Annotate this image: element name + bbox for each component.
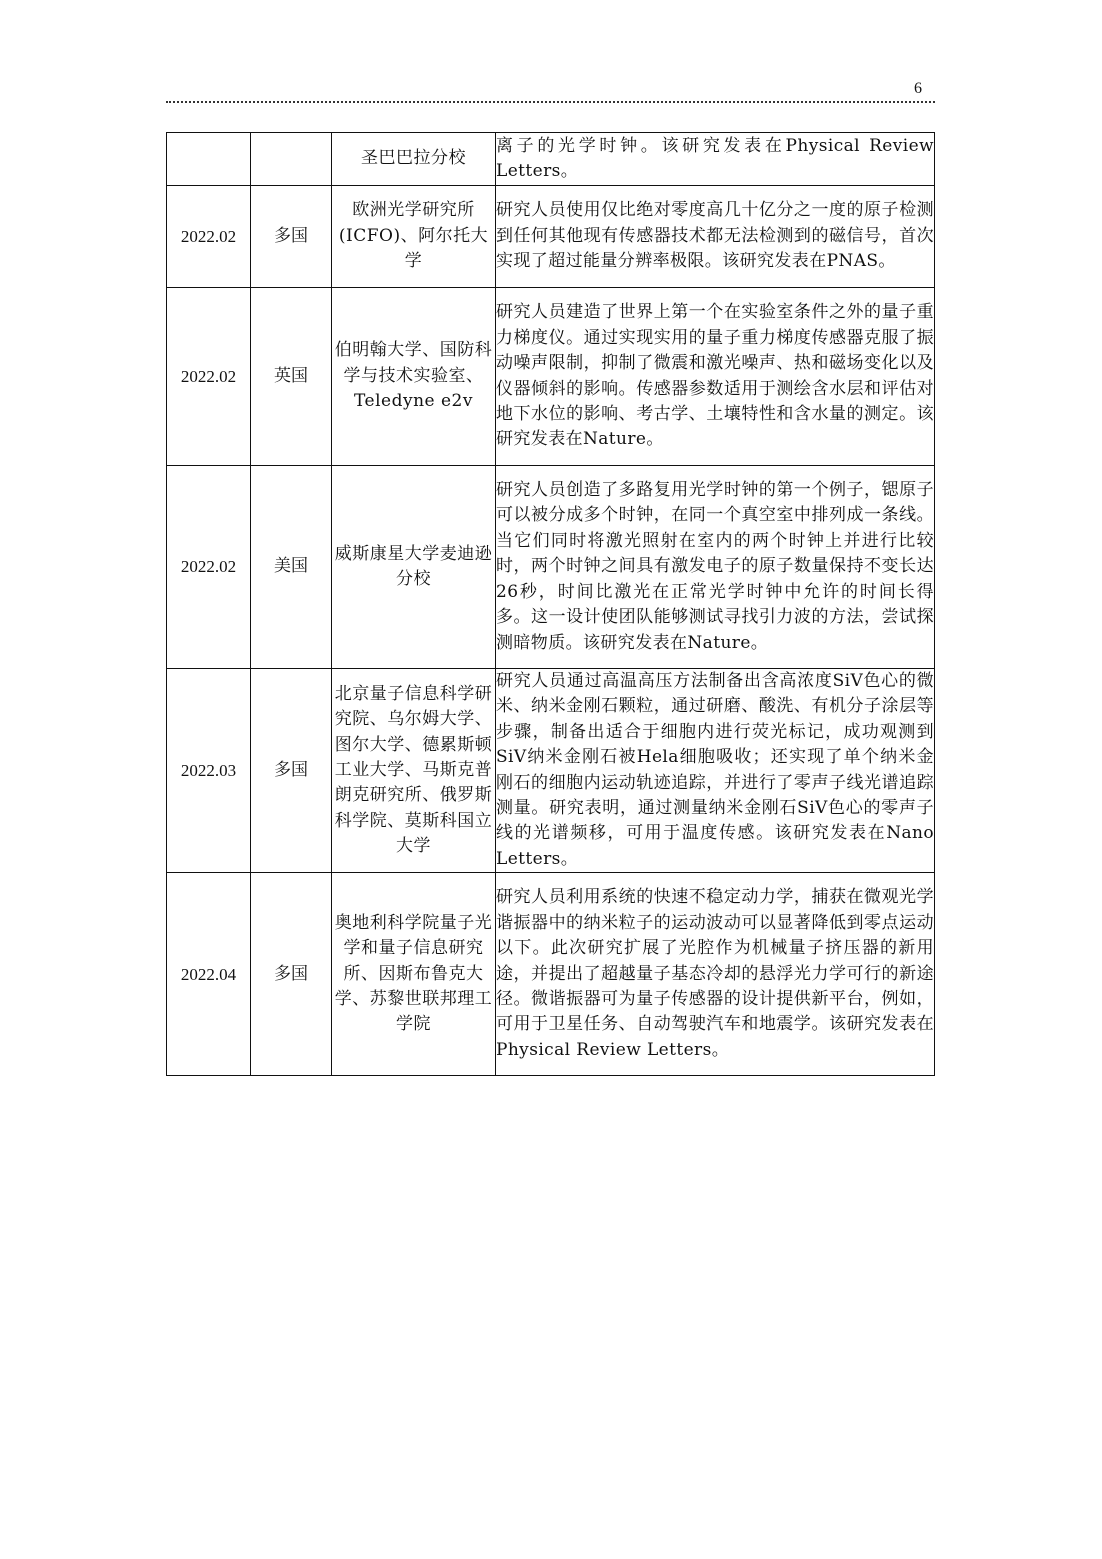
country-cell: 美国	[251, 466, 332, 669]
institution-cell: 北京量子信息科学研究院、乌尔姆大学、图尔大学、德累斯顿工业大学、马斯克普朗克研究所、俄罗斯科学院、莫斯科国立大学	[332, 669, 496, 873]
header-divider	[166, 101, 935, 103]
table-row	[167, 186, 935, 288]
table-row	[167, 133, 935, 186]
description-cell: 研究人员利用系统的快速不稳定动力学，捕获在微观光学谐振器中的纳米粒子的运动波动可以显著降低到零点运动以下。此次研究扩展了光腔作为机械量子挤压器的新用途，并提出了超越量子基态冷却的悬浮光力学可行的新途径。微谐振器可为量子传感器的设计提供新平台，例如，可用于卫星任务、自动驾驶汽车和地震学。该研究发表在Physical Review Letters。	[496, 873, 935, 1076]
date-cell	[167, 133, 251, 186]
description-cell: 研究人员使用仅比绝对零度高几十亿分之一度的原子检测到任何其他现有传感器技术都无法检测到的磁信号，首次实现了超过能量分辨率极限。该研究发表在PNAS。	[496, 186, 935, 288]
country-cell: 多国	[251, 186, 332, 288]
description-cell: 研究人员通过高温高压方法制备出含高浓度SiV色心的微米、纳米金刚石颗粒，通过研磨、酸洗、有机分子涂层等步骤，制备出适合于细胞内进行荧光标记，成功观测到SiV纳米金刚石被Hela细胞吸收；还实现了单个纳米金刚石的细胞内运动轨迹追踪，并进行了零声子线光谱追踪测量。研究表明，通过测量纳米金刚石SiV色心的零声子线的光谱频移，可用于温度传感。该研究发表在Nano Letters。	[496, 669, 935, 873]
institution-cell: 奥地利科学院量子光学和量子信息研究所、因斯布鲁克大学、苏黎世联邦理工学院	[332, 873, 496, 1076]
country-cell	[251, 133, 332, 186]
country-cell: 多国	[251, 873, 332, 1076]
institution-cell: 圣巴巴拉分校	[332, 133, 496, 186]
date-cell: 2022.04	[167, 873, 251, 1076]
table-row	[167, 466, 935, 669]
date-cell: 2022.02	[167, 466, 251, 669]
table-row	[167, 288, 935, 466]
description-cell: 研究人员建造了世界上第一个在实验室条件之外的量子重力梯度仪。通过实现实用的量子重力梯度传感器克服了振动噪声限制，抑制了微震和激光噪声、热和磁场变化以及仪器倾斜的影响。传感器参数适用于测绘含水层和评估对地下水位的影响、考古学、土壤特性和含水量的测定。该研究发表在Nature。	[496, 288, 935, 466]
institution-cell: 威斯康星大学麦迪逊分校	[332, 466, 496, 669]
page-number: 6	[914, 80, 922, 97]
date-cell: 2022.03	[167, 669, 251, 873]
research-table	[166, 132, 935, 1076]
date-cell: 2022.02	[167, 186, 251, 288]
table-row	[167, 873, 935, 1076]
country-cell: 多国	[251, 669, 332, 873]
institution-cell: 伯明翰大学、国防科学与技术实验室、Teledyne e2v	[332, 288, 496, 466]
table-row	[167, 669, 935, 873]
description-cell: 研究人员创造了多路复用光学时钟的第一个例子，锶原子可以被分成多个时钟，在同一个真空室中排列成一条线。当它们同时将激光照射在室内的两个时钟上并进行比较时，两个时钟之间具有激发电子的原子数量保持不变长达26秒，时间比激光在正常光学时钟中允许的时间长得多。这一设计使团队能够测试寻找引力波的方法，尝试探测暗物质。该研究发表在Nature。	[496, 466, 935, 669]
institution-cell: 欧洲光学研究所(ICFO)、阿尔托大学	[332, 186, 496, 288]
description-cell: 离子的光学时钟。该研究发表在Physical Review Letters。	[496, 133, 935, 186]
country-cell: 英国	[251, 288, 332, 466]
date-cell: 2022.02	[167, 288, 251, 466]
